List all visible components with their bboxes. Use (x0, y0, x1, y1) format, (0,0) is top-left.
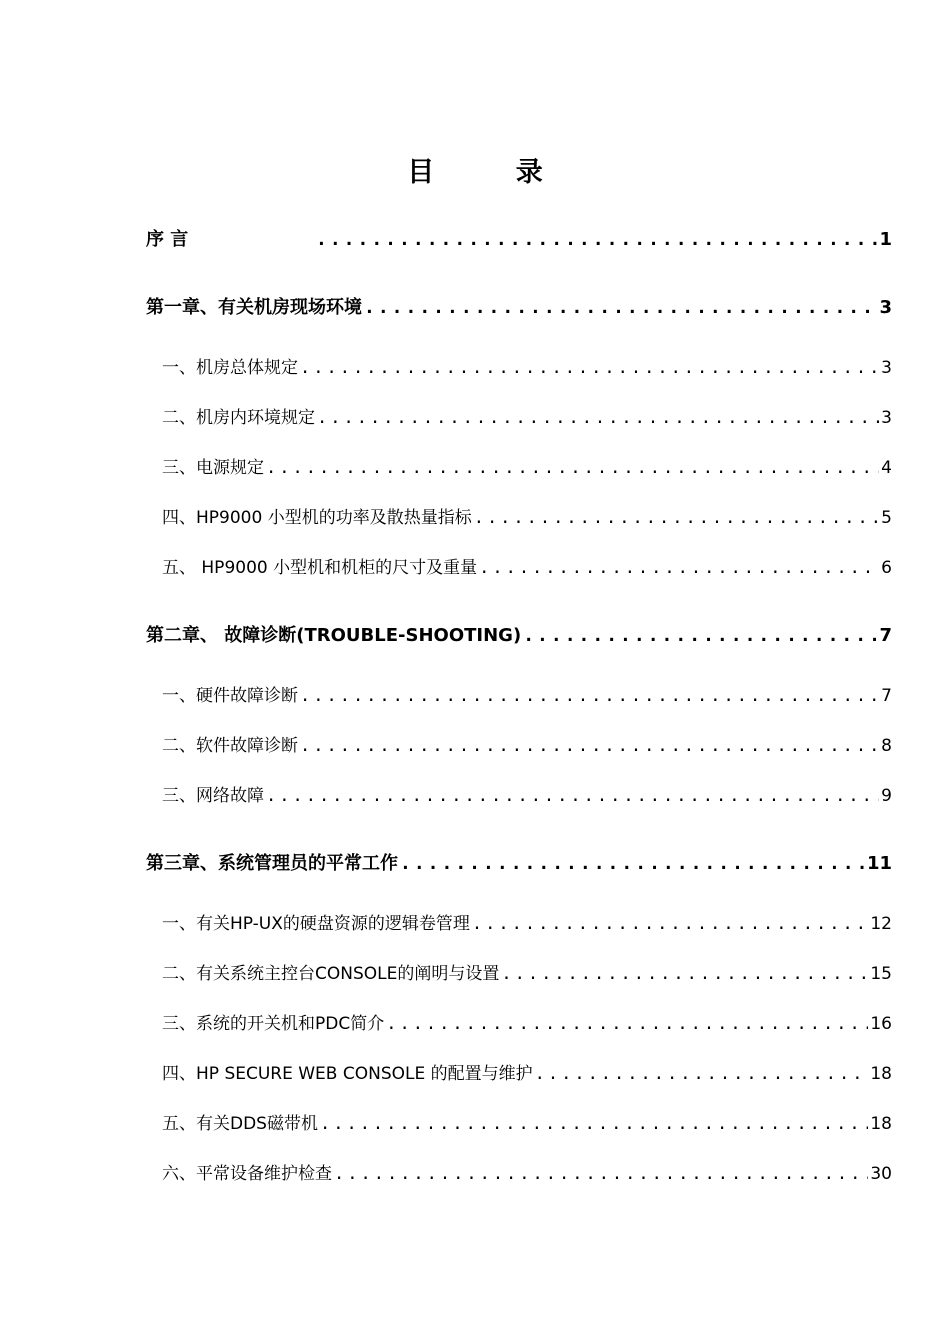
toc-page-number: 11 (866, 853, 892, 874)
toc-entry-label: 五、有关DDS磁带机 (162, 1114, 318, 1134)
toc-entry-chapter-2[interactable] (146, 624, 892, 648)
toc-page-number: 18 (870, 1064, 892, 1084)
toc-leader-dots (334, 1162, 868, 1186)
toc-entry-section-1-2[interactable] (162, 406, 892, 430)
toc-entry-label: 第三章、系统管理员的平常工作 (146, 853, 398, 874)
toc-entry-section-3-3[interactable] (162, 1012, 892, 1036)
toc-entry-label: 四、HP SECURE WEB CONSOLE 的配置与维护 (162, 1064, 533, 1084)
toc-entry-preface[interactable] (146, 228, 892, 252)
toc-leader-dots (479, 556, 879, 580)
page-title: 目 录 (407, 157, 579, 188)
toc-entry-chapter-1[interactable] (146, 296, 892, 320)
toc-page-number: 16 (870, 1014, 892, 1034)
toc-entry-section-2-3[interactable] (162, 784, 892, 808)
toc-entry-label: 二、有关系统主控台CONSOLE的阐明与设置 (162, 964, 500, 984)
toc-leader-dots (472, 912, 868, 936)
toc-entry-label: 二、软件故障诊断 (162, 736, 298, 756)
toc-leader-dots (300, 734, 879, 758)
toc-leader-dots (316, 228, 877, 252)
toc-page-number: 3 (879, 297, 892, 318)
toc-page-number: 15 (870, 964, 892, 984)
toc-page-number: 3 (881, 408, 892, 428)
toc-entry-label: 三、系统的开关机和PDC简介 (162, 1014, 385, 1034)
toc-leader-dots (501, 962, 868, 986)
toc-entry-label: 第二章、 故障诊断(TROUBLE-SHOOTING) (146, 625, 522, 646)
toc-entry-label: 四、HP9000 小型机的功率及散热量指标 (162, 508, 472, 528)
toc-page-number: 30 (870, 1164, 892, 1184)
toc-leader-dots (300, 356, 879, 380)
toc-page-number: 12 (870, 914, 892, 934)
toc-leader-dots (535, 1062, 869, 1086)
toc-entry-label: 一、有关HP-UX的硬盘资源的逻辑卷管理 (162, 914, 470, 934)
toc-entry-chapter-3[interactable] (146, 852, 892, 876)
toc-entry-section-1-1[interactable] (162, 356, 892, 380)
toc-page-number: 7 (879, 625, 892, 646)
toc-entry-section-3-4[interactable] (162, 1062, 892, 1086)
toc-leader-dots (266, 784, 879, 808)
toc-entry-label: 二、机房内环境规定 (162, 408, 315, 428)
toc-entry-section-3-5[interactable] (162, 1112, 892, 1136)
toc-page-number: 18 (870, 1114, 892, 1134)
toc-leader-dots (364, 296, 877, 320)
toc-leader-dots (300, 684, 879, 708)
toc-leader-dots (320, 1112, 868, 1136)
toc-entry-label: 序 言 (146, 229, 189, 250)
toc-page-number: 8 (881, 736, 892, 756)
toc-page-number: 9 (881, 786, 892, 806)
toc-leader-dots (386, 1012, 868, 1036)
toc-entry-section-2-1[interactable] (162, 684, 892, 708)
toc-entry-label: 第一章、有关机房现场环境 (146, 297, 362, 318)
toc-entry-label: 六、平常设备维护检查 (162, 1164, 332, 1184)
toc-entry-label: 一、机房总体规定 (162, 358, 298, 378)
toc-leader-dots (317, 406, 879, 430)
toc-entry-label: 三、网络故障 (162, 786, 264, 806)
toc-entry-section-1-3[interactable] (162, 456, 892, 480)
toc-entry-section-1-4[interactable] (162, 506, 892, 530)
toc-page-number: 1 (879, 229, 892, 250)
toc-entry-label: 三、电源规定 (162, 458, 264, 478)
toc-entry-section-3-6[interactable] (162, 1162, 892, 1186)
toc-entry-section-3-2[interactable] (162, 962, 892, 986)
toc-page-number: 5 (881, 508, 892, 528)
toc-entry-label: 一、硬件故障诊断 (162, 686, 298, 706)
toc-leader-dots (400, 852, 865, 876)
toc-entry-section-3-1[interactable] (162, 912, 892, 936)
toc-page-number: 7 (881, 686, 892, 706)
toc-page-number: 3 (881, 358, 892, 378)
toc-leader-dots (474, 506, 879, 530)
toc-entry-section-1-5[interactable] (162, 556, 892, 580)
toc-page-number: 6 (881, 558, 892, 578)
toc-leader-dots (523, 624, 877, 648)
toc-entry-label: 五、 HP9000 小型机和机柜的尺寸及重量 (162, 558, 478, 578)
toc-entry-section-2-2[interactable] (162, 734, 892, 758)
toc-leader-dots (266, 456, 879, 480)
toc-page-number: 4 (881, 458, 892, 478)
